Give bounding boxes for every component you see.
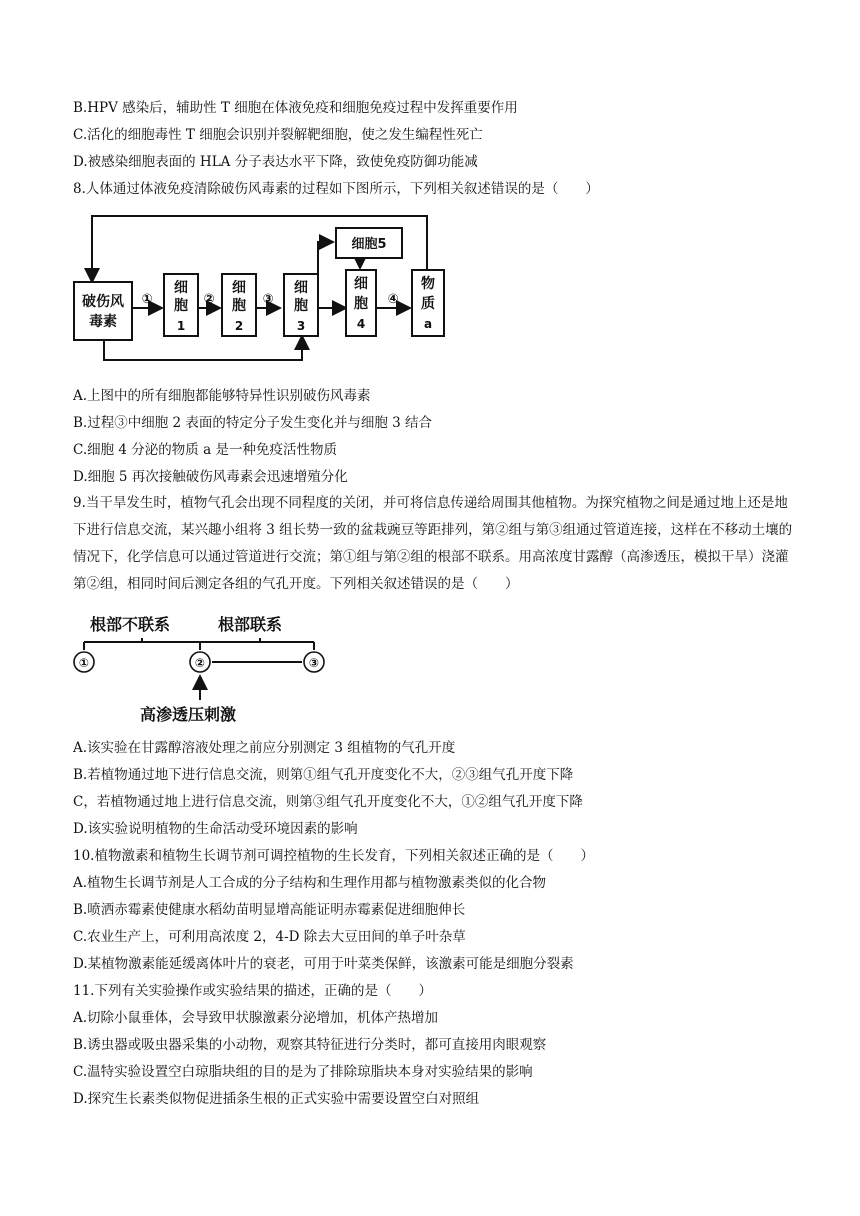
- q9-stem: 9.当干旱发生时，植物气孔会出现不同程度的关闭，并可将信息传递给周围其他植物。为探究植物之间是通过地上还是地下进行信息交流，某兴趣小组将 3 组长势一致的盆栽豌豆等距排列，第②组与第③组通过管道连接，这样在不移动土壤的情况下，化学信息可以通过管道进行交流；第①组与第②组的根部不联系。用高浓度甘露醇（高渗透压，模拟干旱）浇灌第②组，相同时间后测定各组的气孔开度。下列相关叙述错误的是（ ）: [73, 495, 793, 592]
- group2-label: ②: [194, 656, 206, 670]
- group1-label: ①: [78, 656, 90, 670]
- q10-option-b: B.喷洒赤霉素使健康水稻幼苗明显增高能证明赤霉素促进细胞伸长: [73, 902, 466, 918]
- q9-option-a: A.该实验在甘露醇溶液处理之前应分别测定 3 组植物的气孔开度: [73, 740, 456, 756]
- toxin-label-1: 破伤风: [82, 294, 124, 310]
- cell1-label-2: 胞: [174, 298, 188, 314]
- q9-option-d: D.该实验说明植物的生命活动受环境因素的影响: [73, 821, 358, 837]
- q7-option-c: C.活化的细胞毒性 T 细胞会识别并裂解靶细胞，使之发生编程性死亡: [73, 127, 483, 143]
- cell5-label: 细胞5: [351, 237, 387, 252]
- cell4-label-2: 胞: [354, 296, 368, 312]
- cell1-label-1: 细: [174, 280, 188, 296]
- no-root-link-label: 根部不联系: [90, 615, 171, 634]
- q10-option-a: A.植物生长调节剂是人工合成的分子结构和生理作用都与植物激素类似的化合物: [73, 875, 547, 891]
- q8-option-b: B.过程③中细胞 2 表面的特定分子发生变化并与细胞 3 结合: [73, 415, 433, 431]
- q9-option-c: C，若植物通过地上进行信息交流，则第③组气孔开度变化不大，①②组气孔开度下降: [73, 794, 583, 810]
- q10-option-c: C.农业生产上，可利用高浓度 2，4-D 除去大豆田间的单子叶杂草: [73, 929, 466, 945]
- q11-option-c: C.温特实验设置空白琼脂块组的目的是为了排除琼脂块本身对实验结果的影响: [73, 1064, 533, 1080]
- toxin-box: [74, 282, 132, 340]
- cell3-label-3: 3: [296, 319, 306, 333]
- q10-option-d: D.某植物激素能延缓离体叶片的衰老，可用于叶菜类保鲜，该激素可能是细胞分裂素: [73, 956, 574, 972]
- cell3-label-1: 细: [294, 280, 308, 296]
- cell2-label-1: 细: [232, 280, 246, 296]
- stimulus-label: 高渗透压刺激: [140, 705, 237, 724]
- cell4-label-3: 4: [356, 317, 366, 331]
- q10-stem: 10.植物激素和植物生长调节剂可调控植物的生长发育，下列相关叙述正确的是（ ）: [73, 848, 594, 864]
- substance-label-1: 物: [421, 276, 435, 292]
- substance-label-2: 质: [421, 296, 435, 312]
- toxin-label-2: 毒素: [89, 314, 117, 330]
- group3-label: ③: [308, 656, 320, 670]
- cell4-label-1: 细: [354, 276, 368, 292]
- q7-option-b: B.HPV 感染后，辅助性 T 细胞在体液免疫和细胞免疫过程中发挥重要作用: [73, 100, 518, 116]
- q8-stem: 8.人体通过体液免疫清除破伤风毒素的过程如下图所示，下列相关叙述错误的是（ ）: [73, 181, 599, 197]
- q11-option-a: A.切除小鼠垂体，会导致甲状腺激素分泌增加，机体产热增加: [73, 1010, 439, 1026]
- cell3-label-2: 胞: [294, 298, 308, 314]
- cell2-label-2: 胞: [232, 298, 246, 314]
- q8-option-d: D.细胞 5 再次接触破伤风毒素会迅速增殖分化: [73, 469, 348, 485]
- root-link-label: 根部联系: [218, 615, 283, 634]
- step2-label: ②: [203, 292, 215, 307]
- q8-immune-diagram: [70, 212, 460, 372]
- q8-option-a: A.上图中的所有细胞都能够特异性识别破伤风毒素: [73, 388, 371, 404]
- q9-experiment-diagram: [70, 608, 340, 728]
- q9-option-b: B.若植物通过地下进行信息交流，则第①组气孔开度变化不大，②③组气孔开度下降: [73, 767, 574, 783]
- step3-label: ③: [262, 292, 274, 307]
- q8-option-c: C.细胞 4 分泌的物质 a 是一种免疫活性物质: [73, 442, 337, 458]
- q7-option-d: D.被感染细胞表面的 HLA 分子表达水平下降，致使免疫防御功能减: [73, 154, 478, 170]
- step1-label: ①: [141, 292, 153, 307]
- cell1-label-3: 1: [176, 319, 186, 333]
- q11-option-b: B.诱虫器或吸虫器采集的小动物，观察其特征进行分类时，都可直接用肉眼观察: [73, 1037, 547, 1053]
- substance-label-3: a: [423, 317, 433, 331]
- q11-option-d: D.探究生长素类似物促进插条生根的正式实验中需要设置空白对照组: [73, 1091, 480, 1107]
- q11-stem: 11.下列有关实验操作或实验结果的描述，正确的是（ ）: [73, 983, 432, 999]
- step4-label: ④: [387, 292, 399, 307]
- cell2-label-3: 2: [234, 319, 244, 333]
